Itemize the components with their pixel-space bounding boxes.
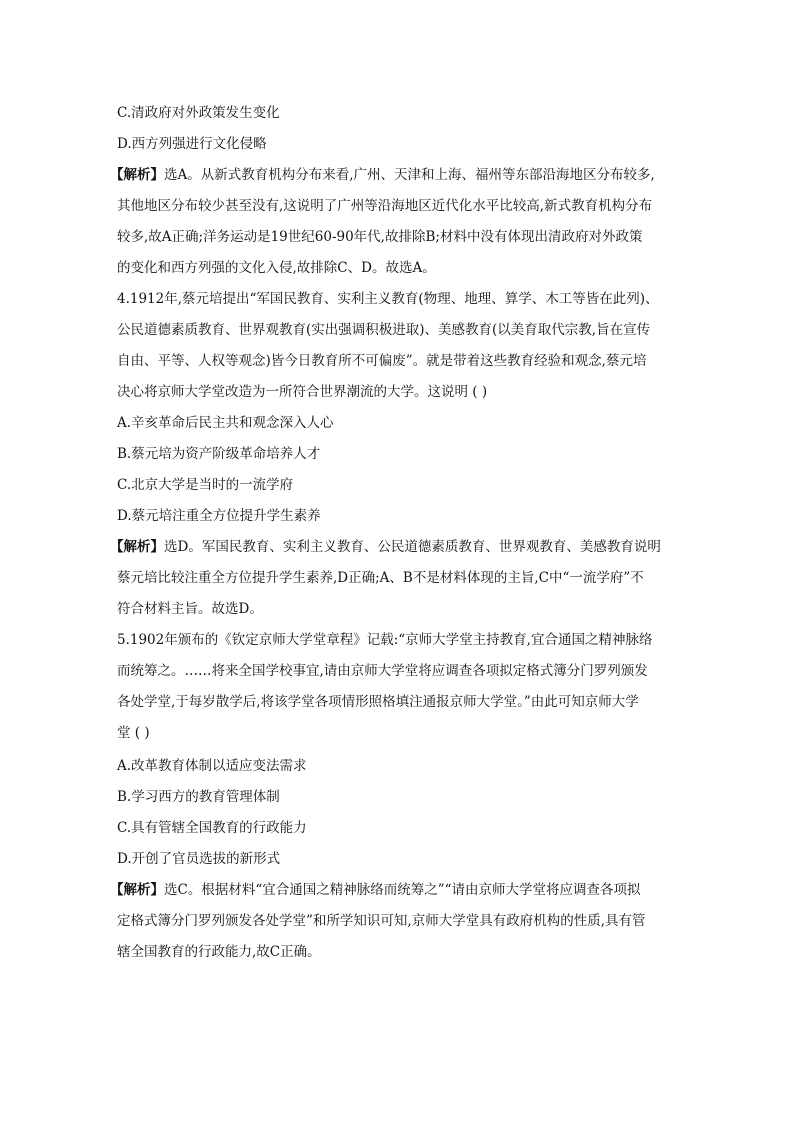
q4-analysis-line-2: 蔡元培比较注重全方位提升学生素养,D正确;A、B不是材料体现的主旨,C中“一流学府”不 [117, 570, 644, 586]
q3-analysis-line-4: 的变化和西方列强的文化入侵,故排除C、D。故选A。 [117, 260, 436, 276]
q4-stem-line-1: 4.1912年,蔡元培提出“军国民教育、实利主义教育(物理、地理、算学、木工等皆在此列)、 [117, 291, 659, 307]
q4-analysis-line-1: 【解析】选D。军国民教育、实利主义教育、公民道德素质教育、世界观教育、美感教育说明 [110, 539, 661, 555]
q5-stem-line-1: 5.1902年颁布的《钦定京师大学堂章程》记载:“京师大学堂主持教育,宜合通国之精神脉络 [117, 632, 653, 648]
q4-option-c: C.北京大学是当时的一流学府 [117, 477, 294, 493]
q3-analysis-line-1: 【解析】选A。从新式教育机构分布来看,广州、天津和上海、福州等东部沿海地区分布较多, [110, 167, 655, 183]
q5-option-a: A.改革教育体制以适应变法需求 [117, 758, 307, 774]
q3-option-d: D.西方列强进行文化侵略 [117, 136, 267, 152]
q4-option-d: D.蔡元培注重全方位提升学生素养 [117, 508, 321, 524]
q4-option-b: B.蔡元培为资产阶级革命培养人才 [117, 446, 321, 462]
q5-option-c: C.具有管辖全国教育的行政能力 [117, 820, 307, 836]
analysis-tag: 【解析】 [110, 539, 164, 555]
q5-stem-line-4: 堂 ( ) [117, 725, 150, 741]
q5-option-b: B.学习西方的教育管理体制 [117, 789, 280, 805]
q5-stem-line-2: 而统筹之。……将来全国学校事宜,请由京师大学堂将应调查各项拟定格式簿分门罗列颁发 [117, 663, 648, 679]
q5-analysis-line-1: 【解析】选C。根据材料“宜合通国之精神脉络而统筹之”“请由京师大学堂将应调查各项拟 [110, 882, 641, 898]
q5-option-d: D.开创了官员选拔的新形式 [117, 851, 281, 867]
q4-analysis-line-3: 符合材料主旨。故选D。 [117, 601, 263, 617]
q3-analysis-line-3: 较多,故A正确;洋务运动是19世纪60-90年代,故排除B;材料中没有体现出清政府对外政策 [117, 229, 643, 245]
q3-analysis-line-2: 其他地区分布较少甚至没有,这说明了广州等沿海地区近代化水平比较高,新式教育机构分布 [117, 198, 653, 214]
q4-stem-line-4: 决心将京师大学堂改造为一所符合世界潮流的大学。这说明 ( ) [117, 384, 488, 400]
q5-analysis-line-2: 定格式簿分门罗列颁发各处学堂”和所学知识可知,京师大学堂具有政府机构的性质,具有管 [117, 913, 646, 929]
q4-stem-line-2: 公民道德素质教育、世界观教育(实出强调积极进取)、美感教育(以美育取代宗教,旨在宣传 [117, 322, 651, 338]
q5-stem-line-3: 各处学堂,于每岁散学后,将该学堂各项情形照格填注通报京师大学堂。”由此可知京师大学 [117, 694, 639, 710]
q5-analysis-line-3: 辖全国教育的行政能力,故C正确。 [117, 944, 321, 960]
q3-option-c: C.清政府对外政策发生变化 [117, 105, 280, 121]
analysis-tag: 【解析】 [110, 882, 164, 898]
q4-stem-line-3: 自由、平等、人权等观念)皆今日教育所不可偏废”。就是带着这些教育经验和观念,蔡元培 [117, 353, 647, 369]
analysis-tag: 【解析】 [110, 167, 164, 183]
q4-option-a: A.辛亥革命后民主共和观念深入人心 [117, 415, 334, 431]
